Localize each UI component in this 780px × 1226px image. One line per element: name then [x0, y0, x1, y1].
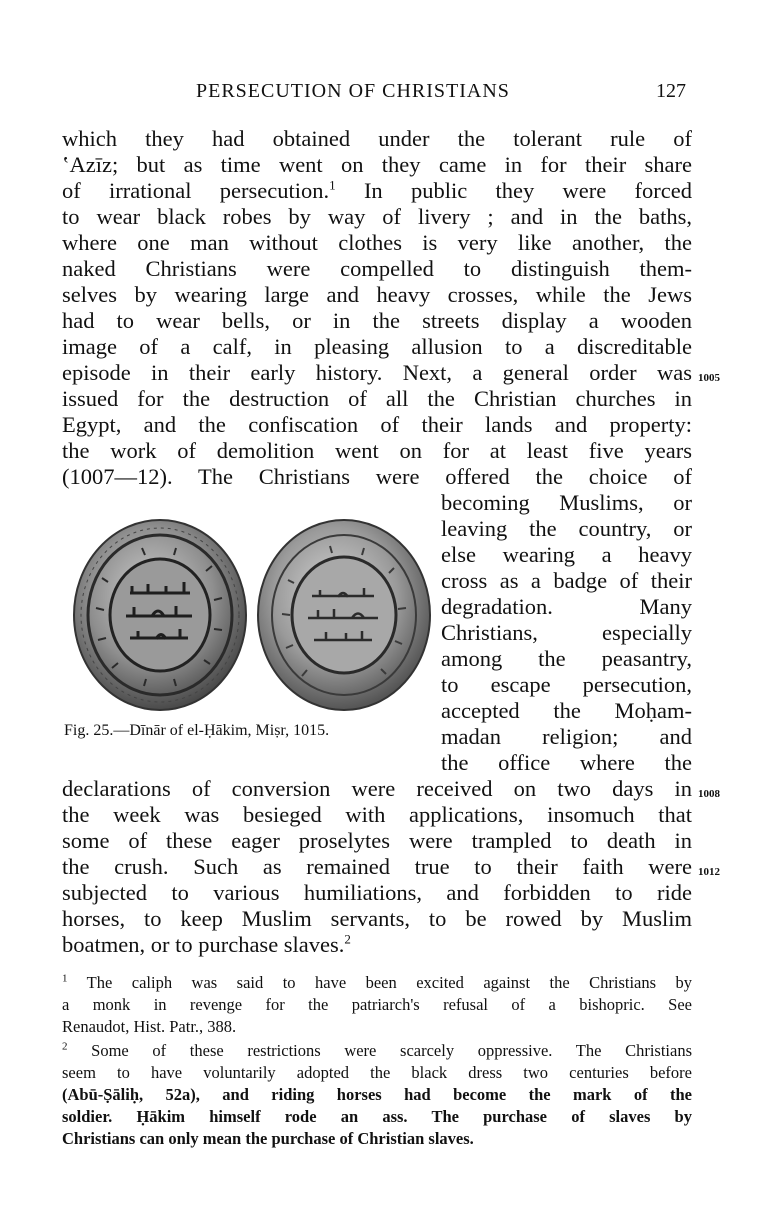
footnote-ref-2: 2 [344, 931, 351, 947]
footnote-2-line: soldier. Ḥākim himself rode an ass. The purchase of slaves by [62, 1107, 692, 1126]
text-line: ʽAzīz; but as time went on they came in for their share [62, 152, 692, 177]
figure-caption: Fig. 25.—Dīnār of el-Ḥākim, Miṣr, 1015. [64, 722, 330, 739]
footnote-1-line: Renaudot, Hist. Patr., 388. [62, 1017, 237, 1036]
footnote-ref-1: 1 [329, 177, 336, 193]
text-line: among the peasantry, [441, 646, 692, 671]
text-line: selves by wearing large and heavy crosses, while the Jews [62, 282, 692, 307]
text-line: the week was besieged with applications, insomuch that [62, 802, 692, 827]
text-line: the work of demolition went on for at least five years [62, 438, 692, 463]
footnote-1-marker: 1 [62, 972, 68, 985]
text-line: Egypt, and the confiscation of their lands and property: [62, 412, 692, 437]
footnote-2-line: Christians can only mean the purchase of Christian slaves. [62, 1129, 474, 1148]
text-segment: Some of these restrictions were scarcely oppressive. The Christians [91, 1041, 692, 1060]
text-segment: In public they were forced [363, 178, 692, 203]
text-line: subjected to various humiliations, and forbidden to ride [62, 880, 692, 905]
text-line [62, 932, 692, 958]
coin-figure [72, 518, 432, 712]
text-line: the office where the [441, 750, 692, 775]
footnote-2-line [62, 1040, 692, 1062]
margin-date: 1005 [698, 372, 720, 384]
margin-date: 1008 [698, 788, 720, 800]
text-line: to escape persecution, [441, 672, 692, 697]
margin-date: 1012 [698, 866, 720, 878]
text-line: (1007—12). The Christians were offered the choice of [62, 464, 692, 489]
page-number: 127 [656, 80, 686, 102]
text-line: some of these eager proselytes were trampled to death in [62, 828, 692, 853]
text-line: madan religion; and [441, 724, 692, 749]
text-segment: The caliph was said to have been excited against the Christians by [86, 973, 693, 992]
text-line: becoming Muslims, or [441, 490, 692, 515]
footnote-2-marker: 2 [62, 1040, 68, 1053]
text-segment: boatmen, or to purchase slaves. [62, 932, 345, 957]
text-line: image of a calf, in pleasing allusion to a discreditable [62, 334, 692, 359]
coin-reverse-image [256, 518, 432, 712]
text-line: accepted the Moḥam- [441, 698, 692, 723]
footnote-1-line: a monk in revenge for the patriarch's refusal of a bishopric. See [62, 995, 692, 1014]
footnote-2-line: seem to have voluntarily adopted the black dress two centuries before [62, 1063, 692, 1082]
text-line [62, 178, 692, 204]
footnote-2-line: (Abū-Ṣāliḥ, 52a), and riding horses had become the mark of the [62, 1085, 692, 1104]
text-line: to wear black robes by way of livery ; and in the baths, [62, 204, 692, 229]
text-line: where one man without clothes is very like another, the [62, 230, 692, 255]
text-line: had to wear bells, or in the streets display a wooden [62, 308, 692, 333]
text-line: episode in their early history. Next, a general order was [62, 360, 692, 385]
text-line: issued for the destruction of all the Christian churches in [62, 386, 692, 411]
text-line: Christians, especially [441, 620, 692, 645]
footnote-1-line [62, 972, 692, 994]
coin-obverse-image [72, 518, 248, 712]
text-line: which they had obtained under the tolerant rule of [62, 126, 692, 151]
text-line: cross as a badge of their [441, 568, 692, 593]
text-line: the crush. Such as remained true to their faith were [62, 854, 692, 879]
text-line: horses, to keep Muslim servants, to be rowed by Muslim [62, 906, 692, 931]
text-line: naked Christians were compelled to distinguish them- [62, 256, 692, 281]
text-segment: of irrational persecution. [62, 178, 330, 203]
running-head: PERSECUTION OF CHRISTIANS [196, 80, 510, 102]
text-line: else wearing a heavy [441, 542, 692, 567]
text-line: leaving the country, or [441, 516, 692, 541]
text-line: declarations of conversion were received on two days in [62, 776, 692, 801]
text-line: degradation. Many [441, 594, 692, 619]
